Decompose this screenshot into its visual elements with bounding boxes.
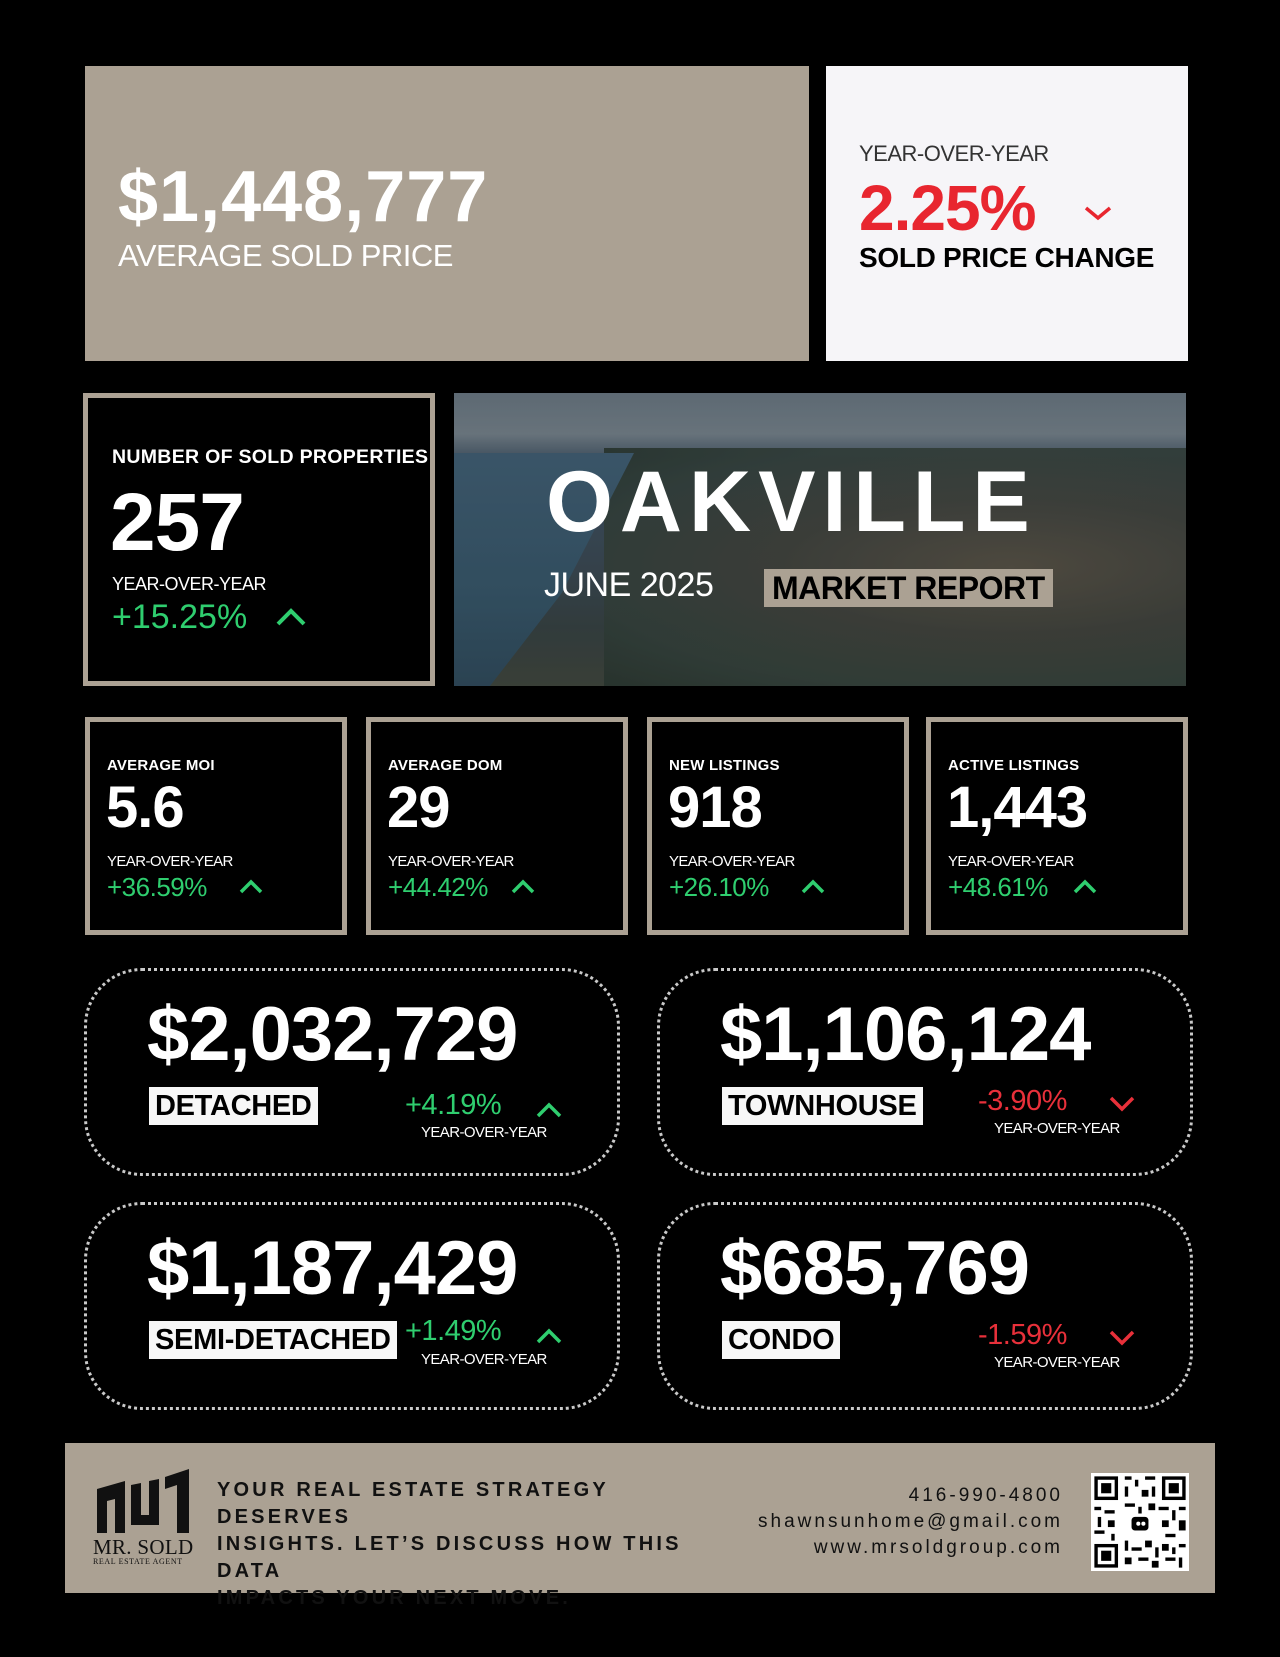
footer-message bbox=[217, 1477, 737, 1612]
property-type-price: $2,032,729 bbox=[147, 992, 518, 1077]
property-type-change: -3.90% bbox=[978, 1085, 1067, 1117]
footer-message-line: IMPACTS YOUR NEXT MOVE. bbox=[217, 1587, 572, 1609]
chevron-up-icon bbox=[535, 1327, 563, 1345]
sold-properties-caption: YEAR-OVER-YEAR bbox=[112, 574, 267, 594]
stat-label: ACTIVE LISTINGS bbox=[948, 757, 1080, 774]
footer-message-line: YOUR REAL ESTATE STRATEGY DESERVES bbox=[217, 1479, 609, 1528]
property-type-price: $1,187,429 bbox=[147, 1226, 518, 1311]
property-type-tag: TOWNHOUSE bbox=[722, 1087, 923, 1125]
property-type-caption: YEAR-OVER-YEAR bbox=[994, 1354, 1120, 1371]
hero-banner bbox=[454, 393, 1186, 686]
stat-change: +44.42% bbox=[388, 872, 488, 902]
footer-brand-sub: REAL ESTATE AGENT bbox=[93, 1557, 183, 1566]
property-type-caption: YEAR-OVER-YEAR bbox=[421, 1351, 547, 1368]
chevron-up-icon bbox=[535, 1101, 563, 1119]
property-type-change: +4.19% bbox=[405, 1089, 502, 1121]
property-type-caption: YEAR-OVER-YEAR bbox=[994, 1120, 1120, 1137]
average-sold-price-card bbox=[85, 66, 809, 361]
chevron-up-icon bbox=[275, 607, 307, 627]
mr-sold-logo-icon bbox=[95, 1463, 191, 1533]
sold-properties-card bbox=[83, 393, 435, 686]
footer-email[interactable]: shawnsunhome@gmail.com bbox=[758, 1511, 1063, 1532]
sold-properties-value: 257 bbox=[110, 477, 244, 568]
footer-website[interactable]: www.mrsoldgroup.com bbox=[813, 1537, 1063, 1558]
chevron-up-icon bbox=[1072, 879, 1098, 895]
property-type-card-condo bbox=[657, 1202, 1193, 1410]
chevron-down-icon bbox=[1083, 204, 1113, 222]
stat-caption: YEAR-OVER-YEAR bbox=[388, 853, 514, 870]
property-type-card-semi-detached bbox=[84, 1202, 620, 1410]
property-type-change: -1.59% bbox=[978, 1319, 1067, 1351]
stat-caption: YEAR-OVER-YEAR bbox=[107, 853, 233, 870]
property-type-price: $685,769 bbox=[720, 1226, 1029, 1311]
hero-report-label: MARKET REPORT bbox=[764, 569, 1053, 607]
hero-period: JUNE 2025 bbox=[544, 566, 714, 604]
average-sold-price-value: $1,448,777 bbox=[118, 157, 489, 237]
sold-properties-change: +15.25% bbox=[112, 598, 248, 636]
property-type-price: $1,106,124 bbox=[720, 992, 1091, 1077]
footer-brand: MR. SOLD bbox=[93, 1535, 194, 1559]
stat-card-active-listings bbox=[926, 717, 1188, 935]
stat-caption: YEAR-OVER-YEAR bbox=[948, 853, 1074, 870]
yoy-label: SOLD PRICE CHANGE bbox=[859, 242, 1155, 273]
chevron-up-icon bbox=[800, 879, 826, 895]
footer bbox=[65, 1443, 1215, 1609]
yoy-change-value: 2.25% bbox=[859, 172, 1036, 244]
stat-change: +26.10% bbox=[669, 872, 769, 902]
stat-change: +48.61% bbox=[948, 872, 1048, 902]
property-type-tag: DETACHED bbox=[149, 1087, 318, 1125]
property-type-tag: CONDO bbox=[722, 1321, 840, 1359]
stat-value: 29 bbox=[387, 775, 450, 840]
qr-code-icon[interactable] bbox=[1091, 1473, 1189, 1571]
yoy-caption: YEAR-OVER-YEAR bbox=[859, 141, 1049, 166]
footer-contact bbox=[758, 1483, 1063, 1561]
chevron-up-icon bbox=[510, 879, 536, 895]
average-sold-price-label: AVERAGE SOLD PRICE bbox=[118, 238, 453, 273]
stat-label: NEW LISTINGS bbox=[669, 757, 780, 774]
stat-card-new-listings bbox=[647, 717, 909, 935]
footer-message-line: INSIGHTS. LET’S DISCUSS HOW THIS DATA bbox=[217, 1533, 682, 1582]
stat-value: 5.6 bbox=[106, 775, 184, 840]
chevron-down-icon bbox=[1108, 1095, 1136, 1113]
chevron-down-icon bbox=[1108, 1329, 1136, 1347]
stat-value: 918 bbox=[668, 775, 762, 840]
property-type-tag: SEMI-DETACHED bbox=[149, 1321, 397, 1359]
footer-phone[interactable]: 416-990-4800 bbox=[908, 1485, 1063, 1506]
property-type-card-detached bbox=[84, 968, 620, 1176]
stat-caption: YEAR-OVER-YEAR bbox=[669, 853, 795, 870]
property-type-caption: YEAR-OVER-YEAR bbox=[421, 1124, 547, 1141]
stat-label: AVERAGE MOI bbox=[107, 757, 215, 774]
stat-card-average-dom bbox=[366, 717, 628, 935]
property-type-card-townhouse bbox=[657, 968, 1193, 1176]
sold-price-change-card bbox=[826, 66, 1188, 361]
stat-change: +36.59% bbox=[107, 872, 207, 902]
stat-card-average-moi bbox=[85, 717, 347, 935]
chevron-up-icon bbox=[238, 879, 264, 895]
stat-value: 1,443 bbox=[947, 775, 1088, 840]
sold-properties-label: NUMBER OF SOLD PROPERTIES bbox=[112, 446, 429, 468]
hero-city-title: OAKVILLE bbox=[546, 454, 1037, 550]
stat-label: AVERAGE DOM bbox=[388, 757, 503, 774]
property-type-change: +1.49% bbox=[405, 1315, 502, 1347]
